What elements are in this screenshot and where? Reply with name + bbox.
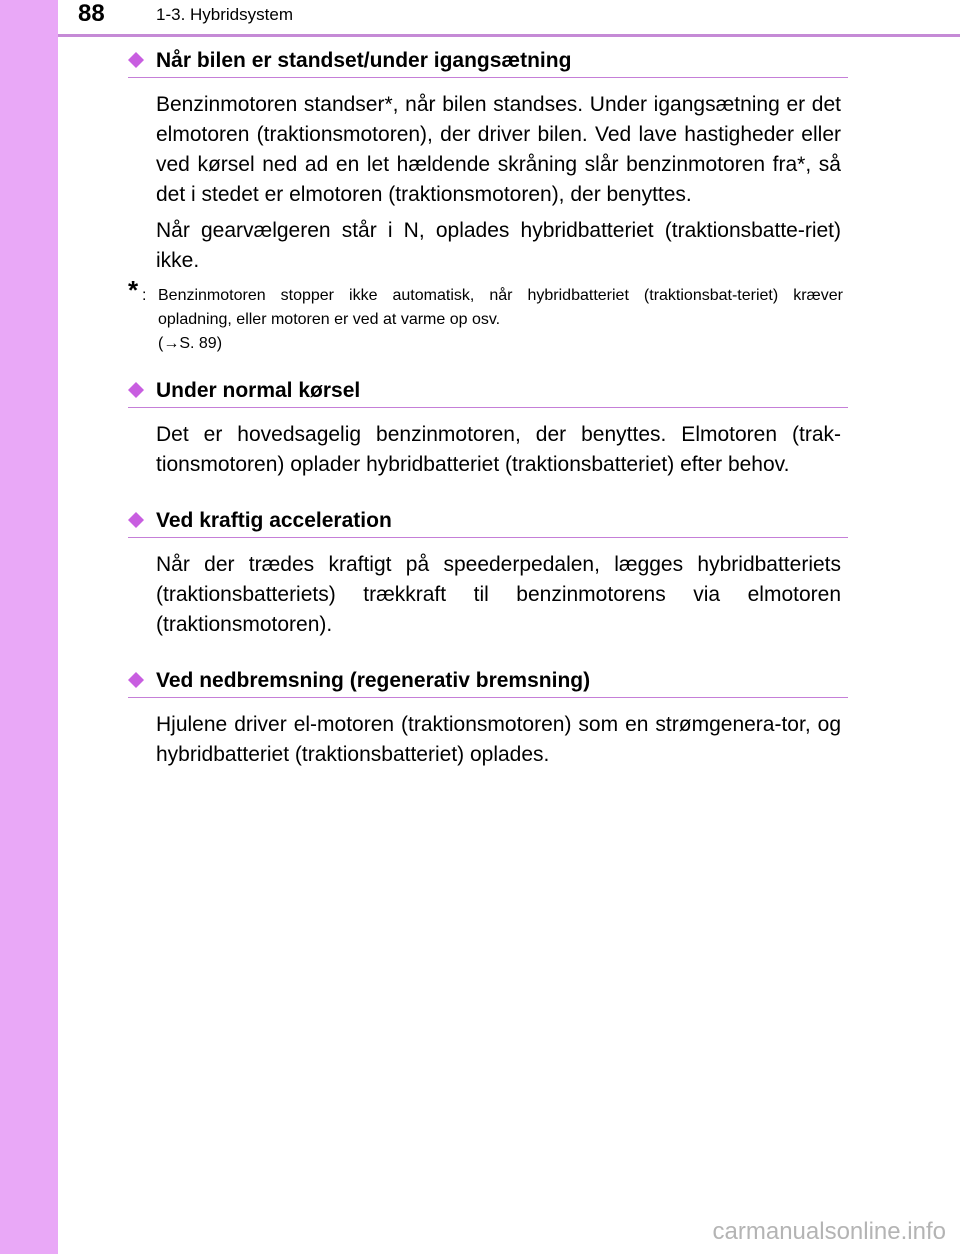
diamond-bullet-icon — [128, 382, 144, 398]
section-title: Ved kraftig acceleration — [156, 509, 392, 532]
running-head: 1-3. Hybridsystem — [156, 5, 293, 24]
heading-rule — [128, 77, 848, 78]
page-content — [128, 40, 848, 776]
footnote-asterisk: * — [128, 275, 139, 305]
section-heading — [128, 500, 848, 537]
paragraph: Benzinmotoren standser*, når bilen standses. Under igangsætning er det elmotoren (traktionsmotoren), der driver bilen. Ved lave hastigheder eller ved kørsel ned ad en let hældende skråning slår benzinmotoren fra*, så det i stedet er elmotoren (traktionsmotoren), der benyttes. — [156, 93, 841, 206]
footnote — [128, 275, 843, 356]
page-reference-link[interactable]: (→S. 89) — [158, 335, 223, 352]
paragraph: Når der trædes kraftigt på speederpedalen, lægges hybridbatteriets (traktionsbatteriets) trækkraft til benzinmotorens via elmotoren (traktionsmotoren). — [156, 553, 841, 636]
section-title: Under normal kørsel — [156, 379, 361, 402]
page-number: 88 — [78, 0, 105, 27]
paragraph: Når gearvælgeren står i N, oplades hybridbatteriet (traktionsbatte-riet) ikke. — [156, 219, 841, 272]
section-title: Når bilen er standset/under igangsætning — [156, 49, 572, 72]
diamond-bullet-icon — [128, 672, 144, 688]
paragraph: Hjulene driver el-motoren (traktionsmotoren) som en strømgenera-tor, og hybridbatteriet (traktionsbatteriet) oplades. — [156, 713, 841, 766]
diamond-bullet-icon — [128, 52, 144, 68]
heading-rule — [128, 697, 848, 698]
diamond-bullet-icon — [128, 512, 144, 528]
footnote-text: Benzinmotoren stopper ikke automatisk, når hybridbatteriet (traktionsbat-teriet) kræver opladning, eller motoren er ved at varme op osv. — [158, 287, 843, 328]
heading-rule — [128, 407, 848, 408]
paragraph: Det er hovedsagelig benzinmotoren, der benyttes. Elmotoren (trak-tionsmotoren) oplader hybridbatteriet (traktionsbatteriet) efter behov. — [156, 423, 841, 476]
section-heading — [128, 40, 848, 77]
watermark: carmanualsonline.info — [712, 1218, 946, 1245]
heading-rule — [128, 537, 848, 538]
footnote-colon: : — [142, 287, 147, 304]
section-title: Ved nedbremsning (regenerativ bremsning) — [156, 669, 591, 692]
page-margin-bar — [0, 0, 58, 1254]
section-heading — [128, 660, 848, 697]
section-heading — [128, 370, 848, 407]
header-rule — [58, 34, 960, 37]
